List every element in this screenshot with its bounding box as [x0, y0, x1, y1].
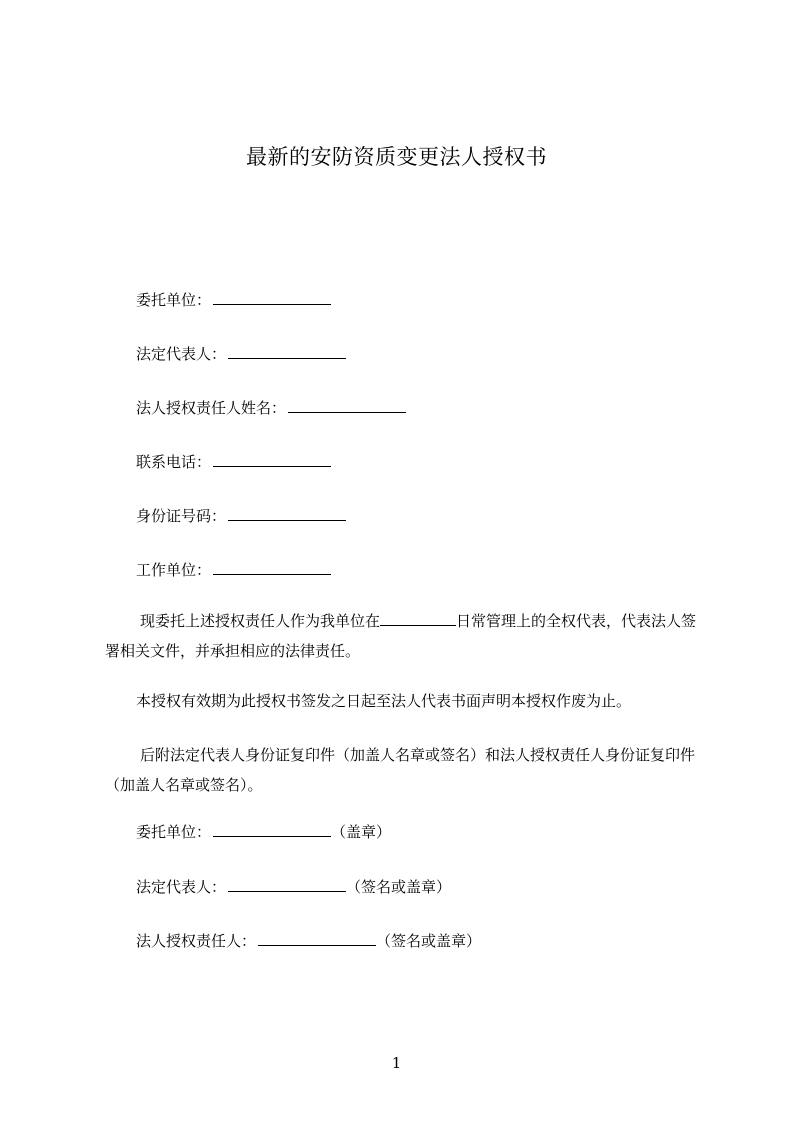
paragraph-authorization	[105, 606, 705, 666]
blank-line	[228, 505, 346, 521]
signature-label: 委托单位：	[136, 823, 212, 841]
signature-suffix: （盖章）	[331, 823, 392, 841]
field-legal-representative	[136, 343, 346, 365]
paragraph-text: 日常管理上的全权代表，代表法人签署相关文件，并承担相应的法律责任。	[105, 612, 697, 660]
field-phone	[136, 451, 331, 473]
signature-authorized-person	[136, 930, 481, 952]
blank-line	[213, 821, 331, 837]
signature-entrusting-unit	[136, 821, 391, 843]
paragraph-text: 现委托上述授权责任人作为我单位在	[140, 612, 381, 630]
paragraph-validity: 本授权有效期为此授权书签发之日起至法人代表书面声明本授权作废为止。	[136, 692, 632, 710]
field-label: 身份证号码：	[136, 507, 227, 525]
blank-line	[228, 876, 346, 892]
field-label: 联系电话：	[136, 453, 212, 471]
page-title: 最新的安防资质变更法人授权书	[246, 145, 547, 169]
signature-legal-representative	[136, 876, 451, 898]
field-entrusting-unit	[136, 289, 331, 311]
blank-line	[213, 289, 331, 305]
field-label: 法定代表人：	[136, 345, 227, 363]
blank-line	[258, 930, 376, 946]
page-number: 1	[391, 1054, 402, 1072]
field-label: 委托单位：	[136, 291, 212, 309]
field-work-unit	[136, 559, 331, 581]
signature-suffix: （签名或盖章）	[346, 878, 452, 896]
blank-line	[288, 397, 406, 413]
signature-suffix: （签名或盖章）	[376, 932, 482, 950]
blank-line	[380, 610, 456, 626]
signature-label: 法定代表人：	[136, 878, 227, 896]
field-label: 法人授权责任人姓名：	[136, 399, 287, 417]
field-id-number	[136, 505, 346, 527]
paragraph-attachments: 后附法定代表人身份证复印件（加盖人名章或签名）和法人授权责任人身份证复印件（加盖人名章或签名）。	[105, 746, 696, 794]
signature-label: 法人授权责任人：	[136, 932, 257, 950]
field-authorized-person-name	[136, 397, 406, 419]
blank-line	[213, 451, 331, 467]
field-label: 工作单位：	[136, 561, 212, 579]
blank-line	[213, 559, 331, 575]
blank-line	[228, 343, 346, 359]
